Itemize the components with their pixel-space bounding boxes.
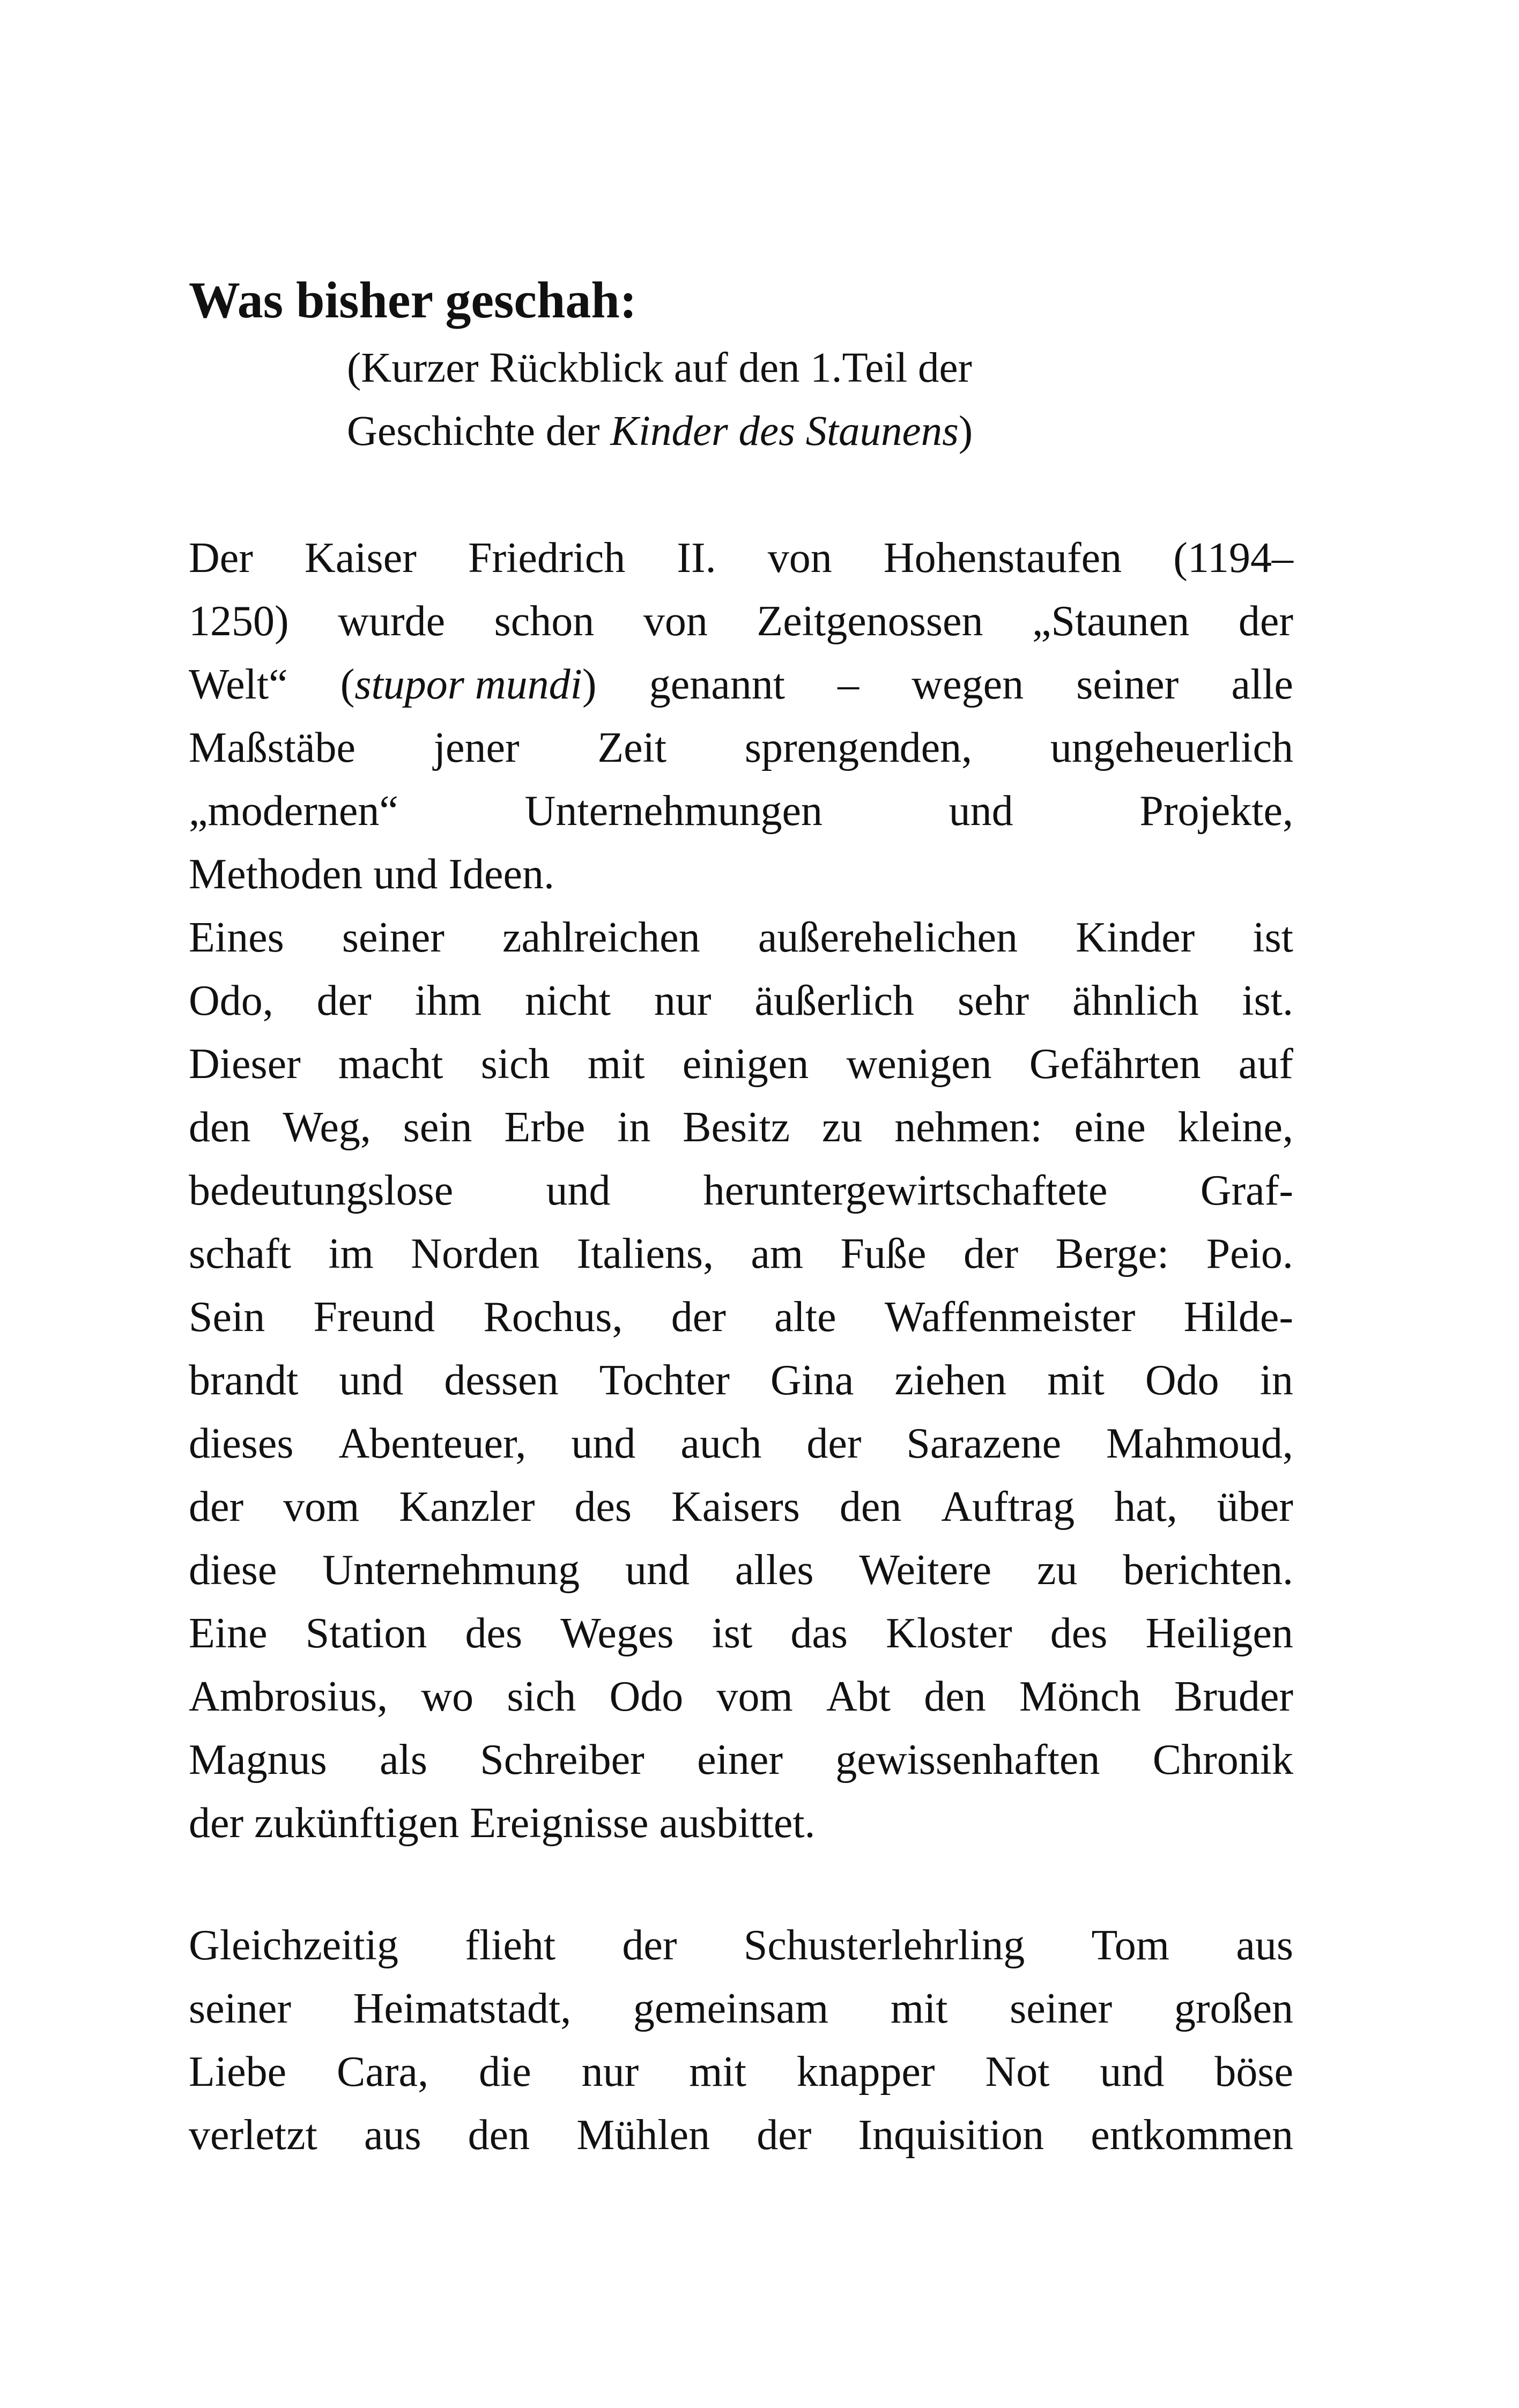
word: und — [571, 1420, 636, 1467]
word: Graf- — [1200, 1167, 1293, 1214]
word: Hohenstaufen — [883, 534, 1122, 582]
word: Eine — [189, 1610, 268, 1657]
word: einigen — [682, 1041, 809, 1088]
word: sehr — [957, 977, 1029, 1024]
word: zu — [821, 1104, 863, 1151]
text-line — [189, 526, 1293, 590]
word: Cara, — [337, 2048, 429, 2095]
word: wenigen — [846, 1041, 992, 1088]
word: Maßstäbe — [189, 724, 356, 771]
word: die — [479, 2048, 531, 2095]
word: ähnlich — [1072, 977, 1199, 1024]
word: (stupor mundi) — [340, 661, 597, 708]
word: Heimatstadt, — [353, 1985, 572, 2032]
word: Kaisers — [671, 1483, 800, 1530]
word: II. — [677, 534, 716, 582]
word: Besitz — [683, 1104, 790, 1151]
text-line — [189, 1285, 1293, 1349]
word: von — [643, 598, 708, 645]
word: böse — [1214, 2048, 1293, 2095]
text-line — [189, 969, 1293, 1032]
word: Welt“ — [189, 661, 288, 708]
text-line — [189, 653, 1293, 716]
text-line — [189, 1349, 1293, 1412]
word: Kaiser — [305, 534, 417, 582]
word: Auftrag — [941, 1483, 1075, 1530]
word: wegen — [912, 661, 1024, 708]
word: mit — [587, 1041, 645, 1088]
word: Bruder — [1174, 1673, 1293, 1720]
word: schon — [494, 598, 595, 645]
word: Zeit — [597, 724, 667, 771]
word: vom — [716, 1673, 793, 1720]
word: der — [189, 1483, 244, 1530]
word: berichten. — [1123, 1547, 1293, 1594]
word: nur — [581, 2048, 639, 2095]
word: seiner — [1010, 1985, 1113, 2032]
word: der — [757, 2112, 812, 2159]
word: und — [1100, 2048, 1165, 2095]
text-line — [189, 1665, 1293, 1728]
word: Gleichzeitig — [189, 1922, 398, 1969]
word: Methoden und Ideen. — [189, 851, 555, 898]
word: Friedrich — [468, 534, 626, 582]
word: Gefährten — [1029, 1041, 1201, 1088]
word: Fuße — [840, 1230, 927, 1277]
word: Ambrosius, — [189, 1673, 388, 1720]
word: Tom — [1091, 1922, 1170, 1969]
text-line — [189, 1096, 1293, 1159]
word: „Staunen — [1032, 598, 1190, 645]
word: wo — [421, 1673, 474, 1720]
word: Waffenmeister — [884, 1294, 1136, 1341]
text-line — [189, 1914, 1293, 1977]
word: Weitere — [859, 1547, 992, 1594]
word: der — [806, 1420, 862, 1467]
word: Weges — [560, 1610, 674, 1657]
section-heading: Was bisher geschah: — [189, 271, 637, 329]
word: sich — [507, 1673, 576, 1720]
word: seiner — [342, 914, 444, 961]
section-subtitle — [347, 337, 1366, 463]
book-title: Kinder des Staunens — [610, 408, 959, 455]
word: sich — [480, 1041, 550, 1088]
subtitle-prefix: Geschichte der — [347, 408, 611, 455]
text-line — [189, 1539, 1293, 1602]
subtitle-line-1: (Kurzer Rückblick auf den 1.Teil der — [347, 345, 972, 391]
word: hat, — [1114, 1483, 1177, 1530]
word: Schusterlehrling — [743, 1922, 1025, 1969]
word: der — [316, 977, 372, 1024]
word: knapper — [796, 2048, 935, 2095]
word: aus — [1236, 1922, 1293, 1969]
word: über — [1217, 1483, 1293, 1530]
word: Projekte, — [1139, 787, 1293, 835]
word: – — [838, 661, 859, 708]
word: Sarazene — [906, 1420, 1062, 1467]
word: einer — [697, 1736, 783, 1783]
word: Mühlen — [576, 2112, 710, 2159]
word: zu — [1036, 1547, 1078, 1594]
word: Odo, — [189, 977, 273, 1024]
word: Mönch — [1019, 1673, 1141, 1720]
word: Unternehmung — [322, 1547, 580, 1594]
subtitle-line-2 — [347, 400, 1366, 463]
word: diese — [189, 1547, 277, 1594]
word: bedeutungslose — [189, 1167, 454, 1214]
word: mit — [1047, 1357, 1105, 1404]
word: sprengenden, — [744, 724, 973, 771]
word: sein — [403, 1104, 472, 1151]
word: eine — [1074, 1104, 1146, 1151]
word: und — [625, 1547, 690, 1594]
word: gewissenhaften — [835, 1736, 1100, 1783]
text-line — [189, 2104, 1293, 2167]
word: den — [839, 1483, 902, 1530]
word: Italiens, — [576, 1230, 714, 1277]
word: jener — [433, 724, 520, 771]
word: ziehen — [894, 1357, 1007, 1404]
word: großen — [1174, 1985, 1293, 2032]
word: Berge: — [1055, 1230, 1169, 1277]
text-line — [189, 1032, 1293, 1096]
word: heruntergewirtschaftete — [703, 1167, 1108, 1214]
word: brandt — [189, 1357, 299, 1404]
paragraph-recap — [189, 526, 1293, 1855]
word: ungeheuerlich — [1050, 724, 1293, 771]
text-line — [189, 1728, 1293, 1792]
word: alles — [735, 1547, 814, 1594]
word: Norden — [411, 1230, 540, 1277]
word: auf — [1238, 1041, 1293, 1088]
text-line — [189, 1159, 1293, 1222]
word: ist — [712, 1610, 753, 1657]
word: Peio. — [1206, 1230, 1293, 1277]
word: des — [574, 1483, 632, 1530]
word: „modernen“ — [189, 787, 398, 835]
word: nehmen: — [894, 1104, 1042, 1151]
word: Der — [189, 534, 253, 582]
word: der — [671, 1294, 726, 1341]
word: aus — [364, 2112, 421, 2159]
word: Station — [305, 1610, 427, 1657]
word: macht — [338, 1041, 443, 1088]
word: Dieser — [189, 1041, 301, 1088]
word: seiner — [189, 1985, 292, 2032]
word: flieht — [465, 1922, 556, 1969]
word: in — [1259, 1357, 1293, 1404]
word: alle — [1231, 661, 1293, 708]
word: genannt — [649, 661, 785, 708]
word: des — [465, 1610, 523, 1657]
word: nicht — [525, 977, 611, 1024]
word: der — [622, 1922, 677, 1969]
word: auch — [680, 1420, 762, 1467]
word: Not — [985, 2048, 1050, 2095]
paragraph-tom — [189, 1914, 1293, 2167]
word: Abt — [826, 1673, 891, 1720]
word: Chronik — [1152, 1736, 1293, 1783]
word: Rochus, — [483, 1294, 623, 1341]
word: schaft — [189, 1230, 292, 1277]
word: mit — [890, 1985, 948, 2032]
subtitle-suffix: ) — [958, 408, 973, 455]
word: Eines — [189, 914, 284, 961]
word: zahlreichen — [502, 914, 700, 961]
word: als — [380, 1736, 427, 1783]
word: Kanzler — [399, 1483, 535, 1530]
word: Unternehmungen — [524, 787, 823, 835]
text-line — [189, 716, 1293, 779]
word: ist — [1253, 914, 1293, 961]
word: äußerlich — [754, 977, 914, 1024]
word: seiner — [1076, 661, 1179, 708]
text-line — [189, 1977, 1293, 2040]
word: alte — [774, 1294, 836, 1341]
word: im — [328, 1230, 374, 1277]
text-line — [189, 1602, 1293, 1665]
word: Weg, — [283, 1104, 371, 1151]
word: Sein — [189, 1294, 265, 1341]
word: den — [924, 1673, 986, 1720]
word: ihm — [414, 977, 482, 1024]
word: ist. — [1242, 977, 1293, 1024]
word: den — [189, 1104, 251, 1151]
word: (1194– — [1173, 534, 1293, 582]
latin-phrase: stupor mundi — [354, 661, 582, 708]
word: Zeitgenossen — [757, 598, 983, 645]
word: 1250) — [189, 598, 289, 645]
word: und — [546, 1167, 611, 1214]
word: nur — [654, 977, 712, 1024]
word: verletzt — [189, 2112, 317, 2159]
word: der zukünftigen Ereignisse ausbittet. — [189, 1800, 816, 1847]
word: des — [1050, 1610, 1108, 1657]
word: kleine, — [1177, 1104, 1293, 1151]
word: Odo — [1145, 1357, 1219, 1404]
word: Heiligen — [1145, 1610, 1293, 1657]
word: Hilde- — [1183, 1294, 1293, 1341]
word: mit — [689, 2048, 746, 2095]
word: Inquisition — [858, 2112, 1044, 2159]
word: vom — [283, 1483, 360, 1530]
word: am — [751, 1230, 804, 1277]
word: Magnus — [189, 1736, 327, 1783]
word: Kloster — [886, 1610, 1012, 1657]
text-line — [189, 779, 1293, 843]
word: das — [790, 1610, 848, 1657]
word: Erbe — [504, 1104, 586, 1151]
word: Abenteuer, — [338, 1420, 527, 1467]
word: gemeinsam — [633, 1985, 829, 2032]
word: wurde — [338, 598, 446, 645]
word: Tochter — [599, 1357, 730, 1404]
text-line — [189, 1412, 1293, 1475]
word: Gina — [770, 1357, 854, 1404]
word: entkommen — [1091, 2112, 1293, 2159]
word: Mahmoud, — [1106, 1420, 1293, 1467]
word: den — [468, 2112, 530, 2159]
word: und — [339, 1357, 404, 1404]
word: Liebe — [189, 2048, 287, 2095]
word: Odo — [609, 1673, 684, 1720]
word: Schreiber — [480, 1736, 644, 1783]
text-line — [189, 1475, 1293, 1539]
word: dieses — [189, 1420, 294, 1467]
text-line — [189, 1222, 1293, 1285]
text-line — [189, 1792, 1293, 1855]
word: dessen — [444, 1357, 559, 1404]
text-line — [189, 843, 1293, 906]
text-line — [189, 906, 1293, 969]
word: der — [963, 1230, 1019, 1277]
word: in — [617, 1104, 651, 1151]
word: von — [767, 534, 832, 582]
text-line — [189, 590, 1293, 653]
word: und — [949, 787, 1013, 835]
word: der — [1238, 598, 1293, 645]
word: außerehelichen — [758, 914, 1018, 961]
word: Freund — [313, 1294, 435, 1341]
text-line — [189, 2040, 1293, 2104]
word: Kinder — [1076, 914, 1195, 961]
